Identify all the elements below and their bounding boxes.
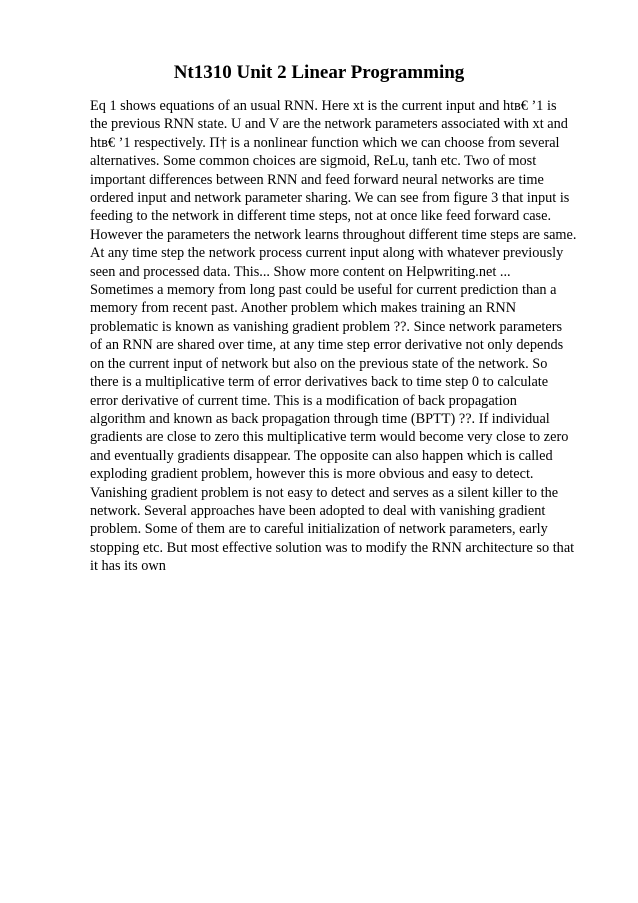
text-line: stopping etc. But most effective solution was to modify the RNN architecture so that: [90, 539, 575, 556]
text-line: memory from recent past. Another problem which makes training an RNN: [90, 300, 517, 317]
text-line: error derivative of current time. This is a modification of back propagation: [90, 392, 517, 409]
text-line: Vanishing gradient problem is not easy to detect and serves as a silent killer to the: [90, 484, 559, 501]
text-line: feeding to the network in different time steps, not at once like feed forward case.: [90, 208, 552, 225]
text-line: network. Several approaches have been adopted to deal with vanishing gradient: [90, 502, 546, 519]
text-line: ordered input and network parameter sharing. We can see from figure 3 that input is: [90, 190, 570, 207]
text-line: Sometimes a memory from long past could be useful for current prediction than a: [90, 282, 557, 299]
text-line: exploding gradient problem, however this is more obvious and easy to detect.: [90, 466, 534, 483]
document-title: Nt1310 Unit 2 Linear Programming: [173, 62, 465, 83]
text-line: problem. Some of them are to careful initialization of network parameters, early: [90, 521, 548, 538]
text-line: gradients are close to zero this multiplicative term would become very close to zero: [90, 429, 569, 446]
text-line: algorithm and known as back propagation through time (BPTT) ??. If individual: [90, 410, 550, 427]
text-line: htв€ ’1 respectively. П† is a nonlinear function which we can choose from several: [90, 134, 560, 151]
text-line: important differences between RNN and feed forward neural networks are time: [90, 171, 544, 188]
text-line: seen and processed data. This... Show more content on Helpwriting.net ...: [90, 263, 511, 280]
text-line: the previous RNN state. U and V are the network parameters associated with xt and: [90, 116, 568, 133]
text-line: At any time step the network process current input along with whatever previously: [90, 245, 564, 262]
text-line: alternatives. Some common choices are sigmoid, ReLu, tanh etc. Two of most: [90, 153, 537, 170]
text-line: it has its own: [90, 558, 166, 575]
text-line: there is a multiplicative term of error derivatives back to time step 0 to calculate: [90, 374, 549, 391]
text-line: However the parameters the network learns throughout different time steps are same.: [90, 226, 577, 243]
text-line: Eq 1 shows equations of an usual RNN. Here xt is the current input and htв€ ’1 is: [90, 98, 557, 114]
text-line: problematic is known as vanishing gradient problem ??. Since network parameters: [90, 318, 563, 335]
body-paragraph: [90, 97, 576, 576]
text-line: and eventually gradients disappear. The opposite can also happen which is called: [90, 447, 553, 464]
text-line: on the current input of network but also on the previous state of the network. So: [90, 355, 548, 372]
text-line: of an RNN are shared over time, at any time step error derivative not only depends: [90, 337, 564, 354]
